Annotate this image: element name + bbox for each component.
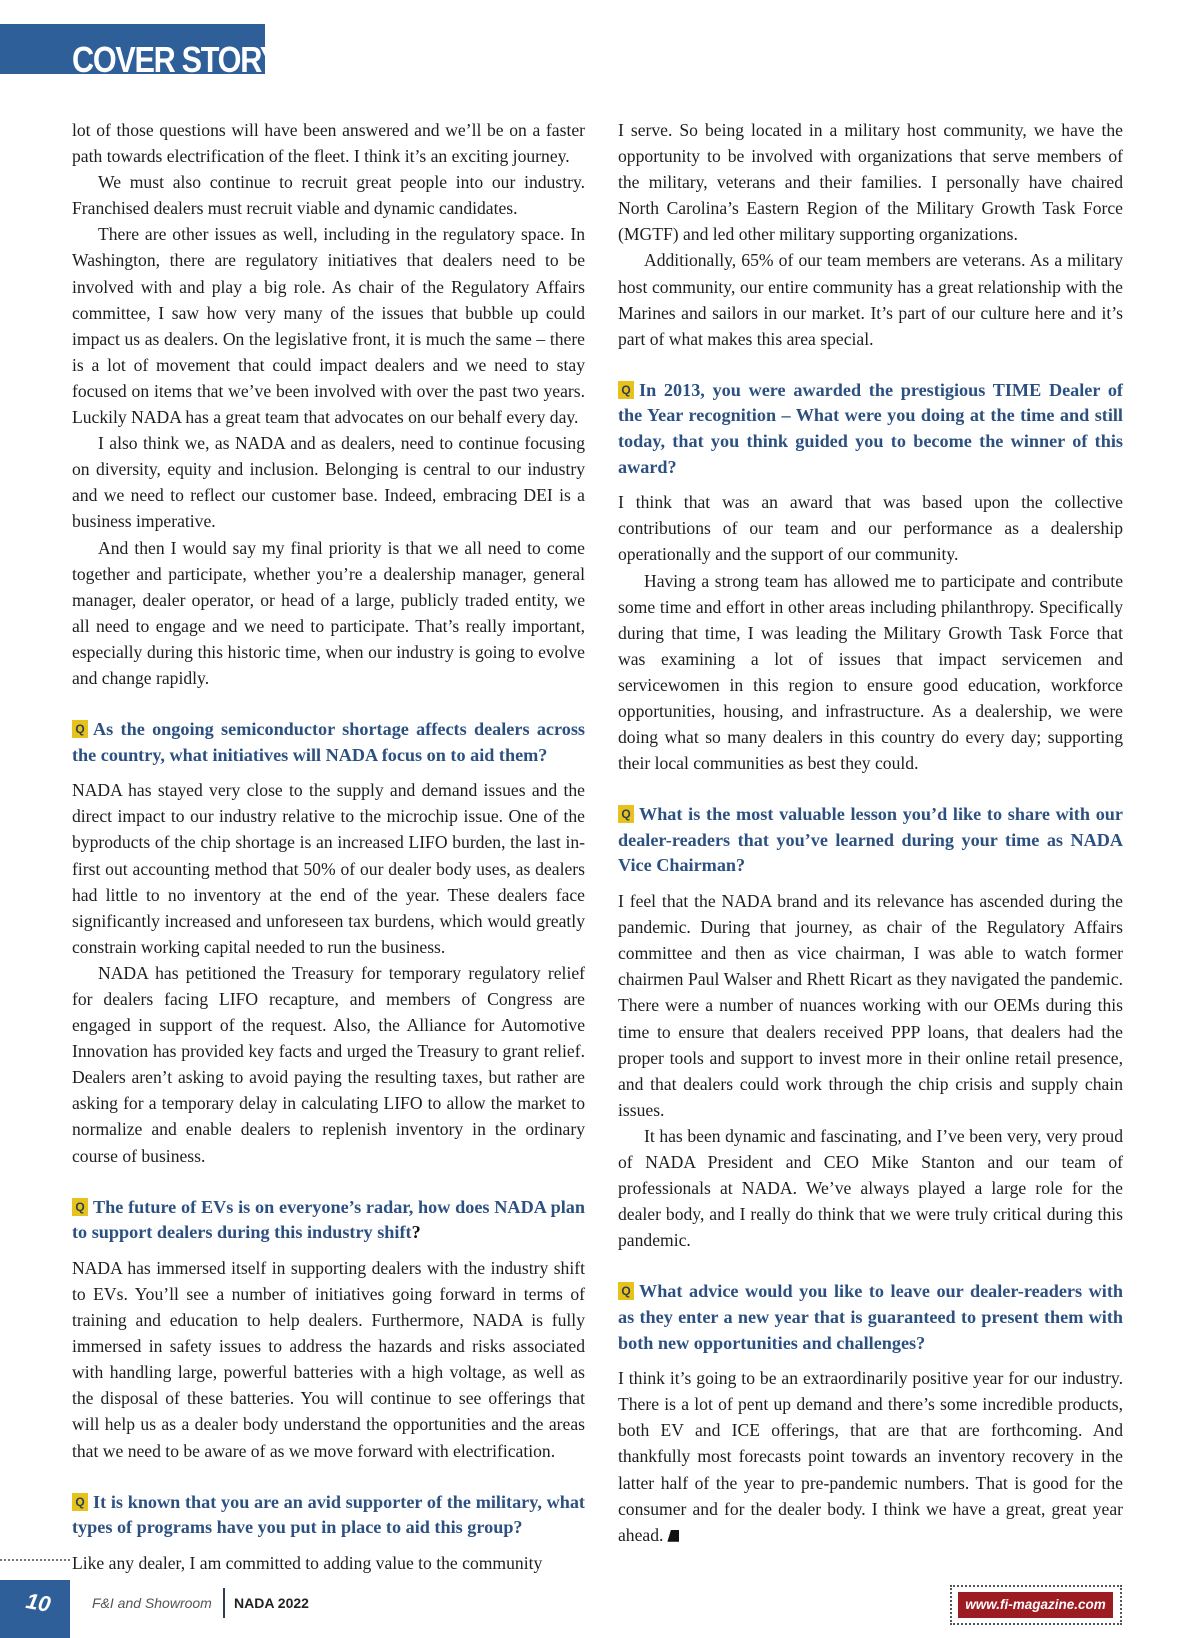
section-title: COVER STORY	[72, 39, 280, 80]
question-text: What is the most valuable lesson you’d like to share with our dealer-readers that you’ve learned during your time as NADA Vice Chairman?	[618, 804, 1123, 876]
footer-divider	[223, 1588, 225, 1618]
question-text: As the ongoing semiconductor shortage affects dealers across the country, what initiatives will NADA focus on to aid them?	[72, 719, 585, 765]
question-heading	[72, 717, 585, 768]
question-text: What advice would you like to leave our dealer-readers with as they enter a new year that is guaranteed to present them with both new opportunities and challenges?	[618, 1281, 1123, 1353]
paragraph: We must also continue to recruit great people into our industry. Franchised dealers must recruit viable and dynamic candidates.	[72, 172, 585, 219]
question-text: The future of EVs is on everyone’s radar, how does NADA plan to support dealers during this industry shift	[72, 1196, 585, 1243]
question-heading	[72, 1490, 585, 1541]
question-badge-icon: Q	[618, 805, 634, 823]
question-mark: ?	[411, 1222, 421, 1243]
question-heading	[618, 1279, 1123, 1356]
issue-label: NADA 2022	[234, 1595, 309, 1611]
question-badge-icon: Q	[618, 381, 634, 399]
final-paragraph-text: I think it’s going to be an extraordinarily positive year for our industry. There is a lot of pent up demand and there’s some incredible products, both EV and ICE offerings, that are that are forthcoming. And thankfully most forecasts point towards an inventory recovery in the latter half of the year to pre-pandemic numbers. That is good for the consumer and for the dealer body. I think we have a great, great year ahead.	[618, 1368, 1123, 1545]
paragraph: Additionally, 65% of our team members are veterans. As a military host community, our entire community has a great relationship with the Marines and sailors in our market. It’s part of our culture here and it’s part of what makes this area special.	[618, 250, 1123, 349]
paragraph: I also think we, as NADA and as dealers, need to continue focusing on diversity, equity and inclusion. Belonging is central to our industry and we need to reflect our customer base. Indeed, embracing DEI is a business imperative.	[72, 433, 585, 532]
right-column	[618, 117, 1123, 1548]
page-number: 10	[24, 1588, 53, 1617]
question-badge-icon: Q	[618, 1282, 634, 1300]
paragraph: There are other issues as well, including in the regulatory space. In Washington, there are regulatory initiatives that dealers need to be involved with and play a big role. As chair of the Regulatory Affairs committee, I saw how very many of the issues that bubble up could impact us as dealers. On the legislative front, it is much the same – there is a lot of movement that could impact dealers and we need to stay focused on items that we’ve been involved with over the past two years. Luckily NADA has a great team that advocates on our behalf every day.	[72, 224, 585, 428]
paragraph: Like any dealer, I am committed to adding value to the community	[72, 1552, 543, 1573]
publication-name: F&I and Showroom	[92, 1595, 212, 1611]
paragraph: NADA has immersed itself in supporting dealers with the industry shift to EVs. You’ll see a number of initiatives going forward in terms of training and education to help dealers. Furthermore, NADA is fully immersed in safety issues to address the hazards and risks associated with handling large, powerful batteries with a high voltage, as well as the disposal of these batteries. You will continue to see offerings that will help us as a dealer body understand the opportunities and the areas that we need to be aware of as we move forward with electrification.	[72, 1257, 585, 1461]
question-heading	[618, 378, 1123, 480]
paragraph	[618, 1365, 1123, 1548]
paragraph: lot of those questions will have been answered and we’ll be on a faster path towards electrification of the fleet. I think it’s an exciting journey.	[72, 120, 585, 167]
website-link[interactable]: www.fi-magazine.com	[958, 1592, 1113, 1618]
question-badge-icon: Q	[72, 1493, 88, 1511]
paragraph: NADA has stayed very close to the supply and demand issues and the direct impact to our industry relative to the microchip issue. One of the byproducts of the chip shortage is an increased LIFO burden, the last in-first out accounting method that 50% of our dealer body uses, as dealers had little to no inventory at the end of the year. These dealers face significantly increased and unforeseen tax burdens, which would greatly constrain working capital needed to run the business.	[72, 780, 585, 957]
question-heading	[72, 1195, 585, 1246]
paragraph: I think that was an award that was based upon the collective contributions of our team and our performance as a dealership operationally and the support of our community.	[618, 492, 1123, 565]
dotted-rule	[0, 1559, 70, 1569]
paragraph: I serve. So being located in a military host community, we have the opportunity to be involved with organizations that serve members of the military, veterans and their families. I personally have chaired North Carolina’s Eastern Region of the Military Growth Task Force (MGTF) and led other military supporting organizations.	[618, 120, 1123, 245]
paragraph: Having a strong team has allowed me to participate and contribute some time and effort in other areas including philanthropy. Specifically during that time, I was leading the Military Growth Task Force that was examining a lot of issues that impact servicemen and servicewomen in this region to ensure good education, workforce opportunities, housing, and infrastructure. As a dealership, we were doing what so many dealers in this country do every day; supporting their local communities as best they could.	[618, 570, 1123, 774]
question-heading	[618, 802, 1123, 879]
paragraph: It has been dynamic and fascinating, and I’ve been very, very proud of NADA President and CEO Mike Stanton and our team of professionals at NADA. We’ve always played a large role for the dealer body, and I really do think that we were truly critical during this pandemic.	[618, 1125, 1123, 1251]
paragraph: And then I would say my final priority is that we all need to come together and participate, whether you’re a dealership manager, general manager, dealer operator, or head of a large, publicly traded entity, we all need to engage and we need to participate. That’s really important, especially during this historic time, when our industry is going to evolve and change rapidly.	[72, 537, 585, 688]
question-text: It is known that you are an avid supporter of the military, what types of programs have you put in place to aid this group?	[72, 1491, 585, 1538]
paragraph: NADA has petitioned the Treasury for temporary regulatory relief for dealers facing LIFO recapture, and members of Congress are engaged in support of the request. Also, the Alliance for Automotive Innovation has provided key facts and urged the Treasury to grant relief. Dealers aren’t asking to avoid paying the resulting taxes, but rather are asking for a temporary delay in calculating LIFO to allow the market to normalize and enable dealers to replenish inventory in the ordinary course of business.	[72, 962, 585, 1166]
paragraph: I feel that the NADA brand and its relevance has ascended during the pandemic. During that journey, as chair of the Regulatory Affairs committee and then as vice chairman, I was able to watch former chairmen Paul Walser and Rhett Ricart as they navigated the pandemic. There were a number of nuances working with our OEMs during this time to ensure that dealers received PPP loans, that dealers had the proper tools and support to invest more in their online retail presence, and that dealers could work through the chip crisis and supply chain issues.	[618, 891, 1123, 1120]
end-mark-icon	[667, 1530, 679, 1542]
question-badge-icon: Q	[72, 720, 88, 738]
left-column	[72, 117, 585, 1576]
question-text: In 2013, you were awarded the prestigious TIME Dealer of the Year recognition – What were you doing at the time and still today, that you think guided you to become the winner of this award?	[618, 379, 1123, 477]
question-badge-icon: Q	[72, 1198, 88, 1216]
